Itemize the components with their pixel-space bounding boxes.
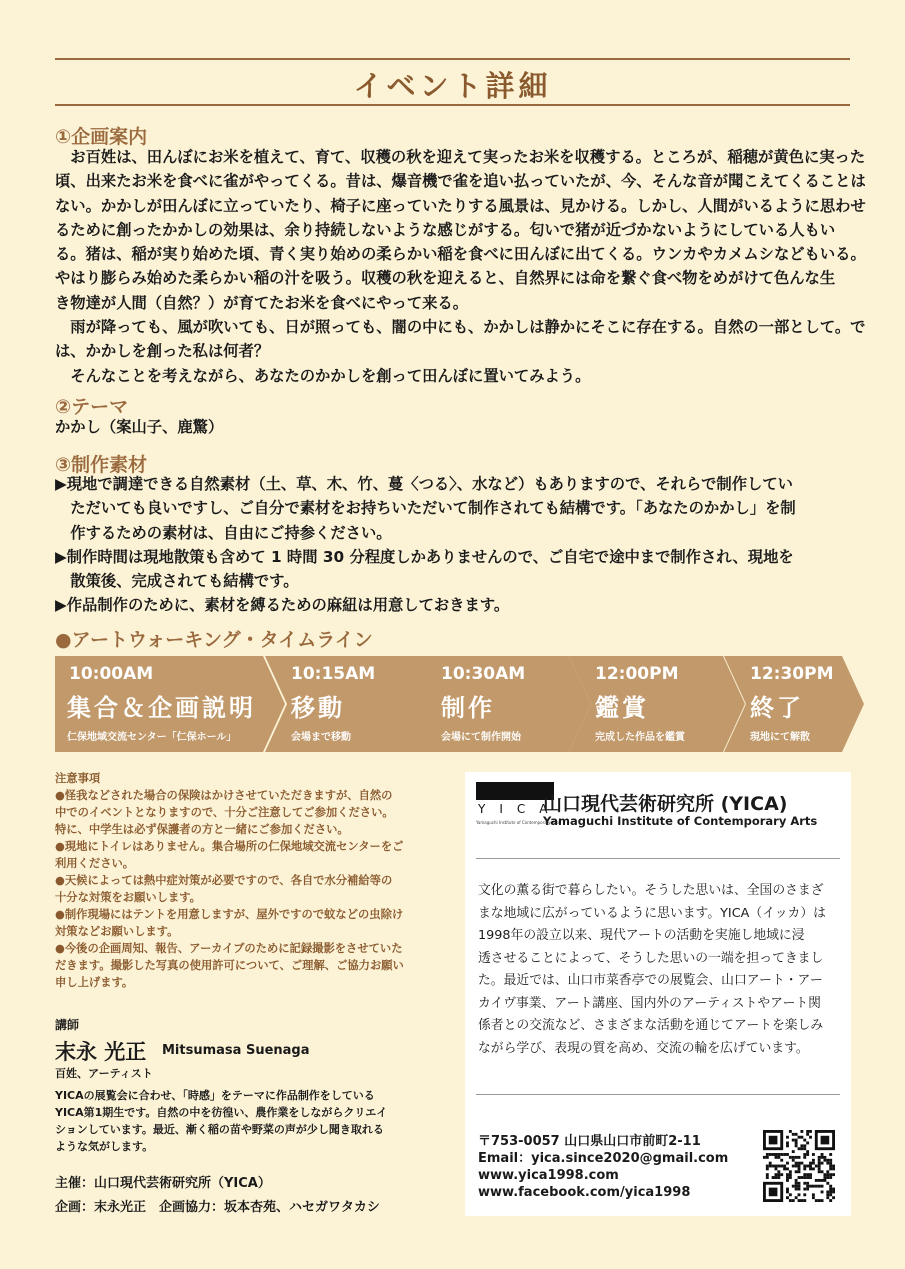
title-rule-bottom bbox=[55, 104, 850, 106]
planning-line: るために創ったかかしの効果は、余り持続しないような感じがする。匂いで猪が近づかないようにしている人もい bbox=[55, 220, 836, 239]
timeline-time: 12:30PM bbox=[750, 664, 834, 684]
notes-line: ●現地にトイレはありません。集合場所の仁保地域交流センターをご bbox=[55, 840, 404, 853]
planning-line: ない。かかしが田んぼに立っていたり、椅子に座っていたりする風景は、見かける。しかし、人間がいるように思わせ bbox=[55, 196, 866, 215]
timeline-note: 会場にて制作開始 bbox=[441, 732, 521, 743]
timeline-note: 仁保地域交流センター「仁保ホール」 bbox=[67, 732, 237, 743]
description-line: カイヴ事業、アート講座、国内外のアーティストやアート関 bbox=[478, 995, 821, 1011]
description-line: 係者との交流など、さまざまな活動を通じてアートを楽しみ bbox=[478, 1018, 824, 1033]
yica-logo-text: YICA bbox=[478, 802, 562, 816]
planning-line: 頃、出来たお米を食べに雀がやってくる。昔は、爆音機で雀を追い払っていたが、今、そんな音が聞こえてくることは bbox=[55, 172, 866, 191]
notes-line: だきます。撮影した写真の使用許可について、ご理解、ご協力お願い bbox=[55, 959, 404, 972]
timeline-note: 会場まで移動 bbox=[291, 732, 351, 743]
timeline-step-3 bbox=[415, 656, 591, 752]
instructor-role: 百姓、アーティスト bbox=[55, 1067, 153, 1080]
timeline-note: 現地にて解散 bbox=[750, 732, 810, 743]
notes-line: 利用ください。 bbox=[55, 857, 135, 870]
notes-line: 特に、中学生は必ず保護者の方と一緒にご参加ください。 bbox=[55, 823, 349, 836]
yica-website[interactable]: www.yica1998.com bbox=[478, 1168, 619, 1183]
planning-line: は、かかしを創った私は何者？ bbox=[55, 342, 270, 361]
planning-line: お百姓は、田んぼにお米を植えて、育て、収穫の秋を迎えて実ったお米を収穫する。ところが、稲穂が黄色に実った bbox=[55, 148, 866, 166]
timeline-step-1 bbox=[55, 656, 285, 752]
theme-text: かかし（案山子、鹿驚） bbox=[55, 418, 224, 436]
planning-line: 雨が降っても、風が吹いても、日が照っても、闇の中にも、かかしは静かにそこに存在する。自然の一部として。で bbox=[55, 318, 866, 337]
timeline-step-5 bbox=[724, 656, 864, 752]
planning-line: き物達が人間（自然？）が育てたお米を食べにやって来る。 bbox=[55, 293, 469, 312]
notes-line: ●今後の企画周知、報告、アーカイブのために記録撮影をさせていた bbox=[55, 942, 403, 955]
notes-line: ●天候によっては熱中症対策が必要ですので、各自で水分補給等の bbox=[55, 874, 393, 887]
materials-heading: ③制作素材 bbox=[55, 454, 148, 476]
instructor-heading: 講師 bbox=[55, 1018, 80, 1032]
qr-code-graphic bbox=[763, 1130, 835, 1202]
yica-name-en: Yamaguchi Institute of Contemporary Arts bbox=[543, 814, 818, 828]
description-line: た。最近では、山口市菜香亭での展覧会、山口アート・アー bbox=[478, 973, 823, 988]
yica-divider-bottom bbox=[476, 1094, 840, 1095]
credits-host: 主催：山口現代芸術研究所（YICA） bbox=[55, 1176, 271, 1191]
materials-line: ▶作品制作のために、素材を縛るための麻紐は用意しておきます。 bbox=[55, 596, 510, 615]
bio-line: ような気がします。 bbox=[55, 1140, 154, 1153]
description-line: 透させることによって、そうした思いの一端を担ってきまし bbox=[478, 950, 824, 966]
instructor-bio bbox=[55, 1087, 445, 1155]
title-rule-top bbox=[55, 58, 850, 60]
planning-line: る。猪は、稲が実り始めた頃、青く実り始めの柔らかい稲を食べに田んぼに出てくる。ウンカやカメムシなどもいる。 bbox=[55, 245, 866, 264]
timeline-time: 10:00AM bbox=[69, 664, 154, 684]
notes-section bbox=[55, 770, 445, 991]
yica-logo-sub: Yamaguchi Institute of Contemporary Arts bbox=[476, 820, 560, 825]
bio-line: YICAの展覧会に合わせ、「時感」をテーマに作品制作をしている bbox=[55, 1089, 375, 1102]
notes-line: 対策などお願いします。 bbox=[55, 925, 179, 938]
timeline-activity: 終了 bbox=[750, 694, 804, 722]
bio-line: YICA第1期生です。自然の中を彷徨い、農作業をしながらクリエイ bbox=[55, 1106, 388, 1119]
notes-line: 申し上げます。 bbox=[55, 976, 134, 989]
description-line: 1998年の設立以来、現代アートの活動を実施し地域に浸 bbox=[478, 928, 805, 943]
yica-address: 〒753-0057 山口県山口市前町2-11 bbox=[478, 1134, 701, 1149]
timeline-activity: 集合＆企画説明 bbox=[67, 694, 256, 722]
timeline-activity: 移動 bbox=[291, 694, 345, 722]
timeline-time: 10:15AM bbox=[291, 664, 376, 684]
materials-body bbox=[55, 472, 855, 618]
qr-code-icon[interactable] bbox=[763, 1130, 835, 1202]
instructor-name-ja: 末永 光正 bbox=[55, 1040, 147, 1064]
materials-line: ただいても良いですし、ご自分で素材をお持ちいただいて制作されても結構です。「あなたのかかし」を制 bbox=[55, 499, 796, 518]
credits-planning: 企画：末永光正 企画協力：坂本杏苑、ハセガワタカシ bbox=[55, 1200, 380, 1215]
yica-facebook[interactable]: www.facebook.com/yica1998 bbox=[478, 1185, 691, 1200]
planning-body bbox=[55, 145, 866, 388]
materials-line: ▶制作時間は現地散策も含めて 1 時間 30 分程度しかありませんので、ご自宅で途中まで制作され、現地を bbox=[55, 547, 794, 566]
description-line: まな地域に広がっているように思います。YICA（イッカ）は bbox=[478, 905, 826, 921]
timeline-heading: ●アートウォーキング・タイムライン bbox=[55, 629, 373, 651]
description-line: ながら学び、表現の質を高め、交流の輪を広げています。 bbox=[478, 1040, 809, 1056]
timeline-activity: 鑑賞 bbox=[595, 694, 649, 722]
yica-name-ja: 山口現代芸術研究所 (YICA) bbox=[543, 793, 788, 815]
theme-heading: ②テーマ bbox=[55, 396, 129, 418]
planning-line: そんなことを考えながら、あなたのかかしを創って田んぼに置いてみよう。 bbox=[55, 366, 591, 385]
page-title: イベント詳細 bbox=[353, 69, 552, 103]
yica-email[interactable]: Email：yica.since2020@gmail.com bbox=[478, 1151, 729, 1166]
notes-heading: 注意事項 bbox=[55, 772, 101, 785]
yica-divider-top bbox=[476, 858, 840, 859]
notes-line: ●制作現場にはテントを用意しますが、屋外ですので蚊などの虫除け bbox=[55, 908, 404, 921]
timeline-time: 12:00PM bbox=[595, 664, 679, 684]
description-line: 文化の薫る街で暮らしたい。そうした思いは、全国のさまざ bbox=[478, 883, 824, 898]
materials-line: 作するための素材は、自由にご持参ください。 bbox=[55, 523, 392, 542]
instructor-name-en: Mitsumasa Suenaga bbox=[162, 1043, 310, 1058]
yica-description bbox=[478, 880, 843, 1060]
planning-heading: ①企画案内 bbox=[55, 126, 148, 148]
bio-line: ションしています。最近、漸く稲の苗や野菜の声が少し聞き取れる bbox=[55, 1123, 384, 1136]
materials-line: 散策後、完成されても結構です。 bbox=[55, 572, 299, 591]
planning-line: やはり膨らみ始めた柔らかい稲の汁を吸う。収穫の秋を迎えると、自然界には命を繋ぐ食べ物をめがけて色んな生 bbox=[55, 269, 836, 288]
notes-line: ●怪我などされた場合の保険はかけさせていただきますが、自然の bbox=[55, 789, 393, 802]
notes-line: 中でのイベントとなりますので、十分ご注意してご参加ください。 bbox=[55, 806, 394, 819]
timeline-time: 10:30AM bbox=[441, 664, 526, 684]
timeline-activity: 制作 bbox=[441, 694, 495, 722]
materials-line: ▶現地で調達できる自然素材（土、草、木、竹、蔓〈つる〉、水など）もありますので、それらで制作してい bbox=[55, 475, 793, 493]
notes-line: 十分な対策をお願いします。 bbox=[55, 891, 201, 904]
timeline-step-4 bbox=[569, 656, 745, 752]
timeline-note: 完成した作品を鑑賞 bbox=[595, 732, 685, 743]
